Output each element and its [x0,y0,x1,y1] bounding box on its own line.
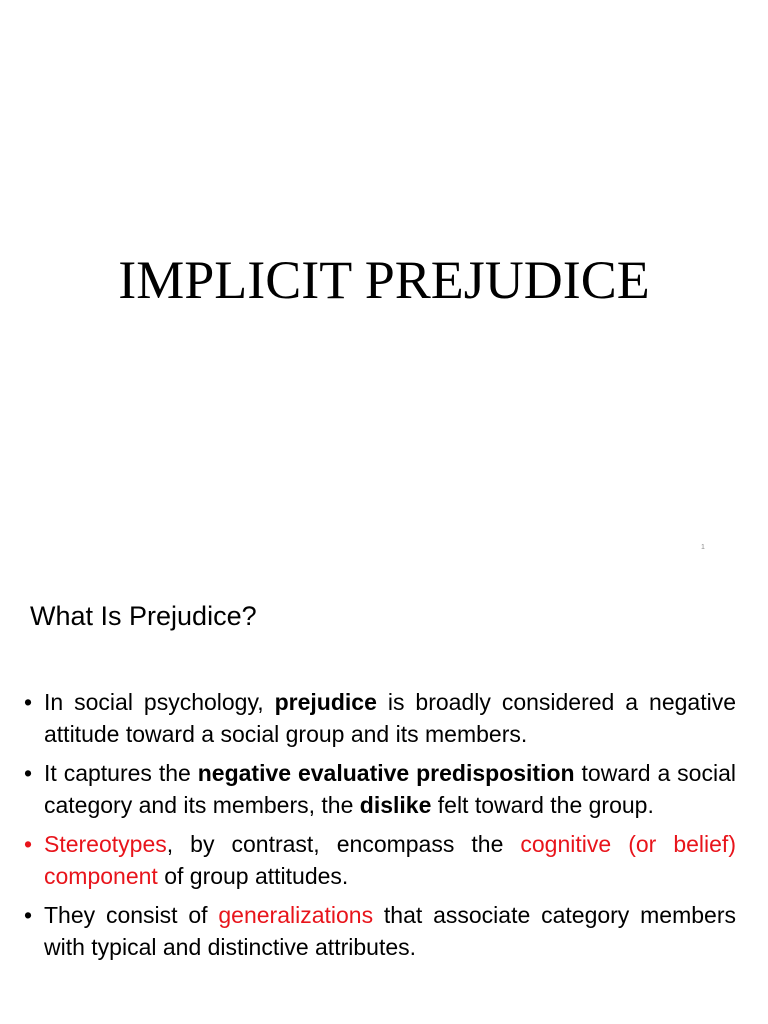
slide-heading: What Is Prejudice? [30,601,257,631]
bullet-text: They consist of [44,902,219,928]
bullet-term: negative evaluative predisposition [197,760,575,786]
page-number: 1 [701,544,705,551]
bullet-marker: • [24,689,33,715]
bullet-term-highlight: cognitive (or belief) component [44,831,736,889]
bullet-text: , by contrast, encompass the [166,831,521,857]
bullet-term-highlight: Stereotypes [44,831,167,857]
bullet-marker: • [24,831,33,857]
bullet-text: In social psychology, [44,689,275,715]
bullet-text: that associate category members with typical and distinctive attributes. [44,902,736,960]
bullet-list [24,686,736,970]
bullet-item [24,686,736,750]
bullet-text: of group attitudes. [157,863,349,889]
bullet-item [24,757,736,821]
bullet-text: It captures the [44,760,198,786]
bullet-marker: • [24,902,33,928]
bullet-text: toward a social category and its members, the [44,760,736,818]
bullet-term: prejudice [274,689,377,715]
bullet-term-highlight: generalizations [218,902,374,928]
bullet-text: is broadly considered a negative attitude toward a social group and its members. [44,689,737,747]
bullet-item [24,899,736,963]
bullet-item [24,828,736,892]
bullet-marker: • [24,760,33,786]
bullet-text: felt toward the group. [431,792,654,818]
content-slide [0,576,768,1024]
slide-title: IMPLICIT PREJUDICE [118,250,650,310]
bullet-term: dislike [359,792,432,818]
